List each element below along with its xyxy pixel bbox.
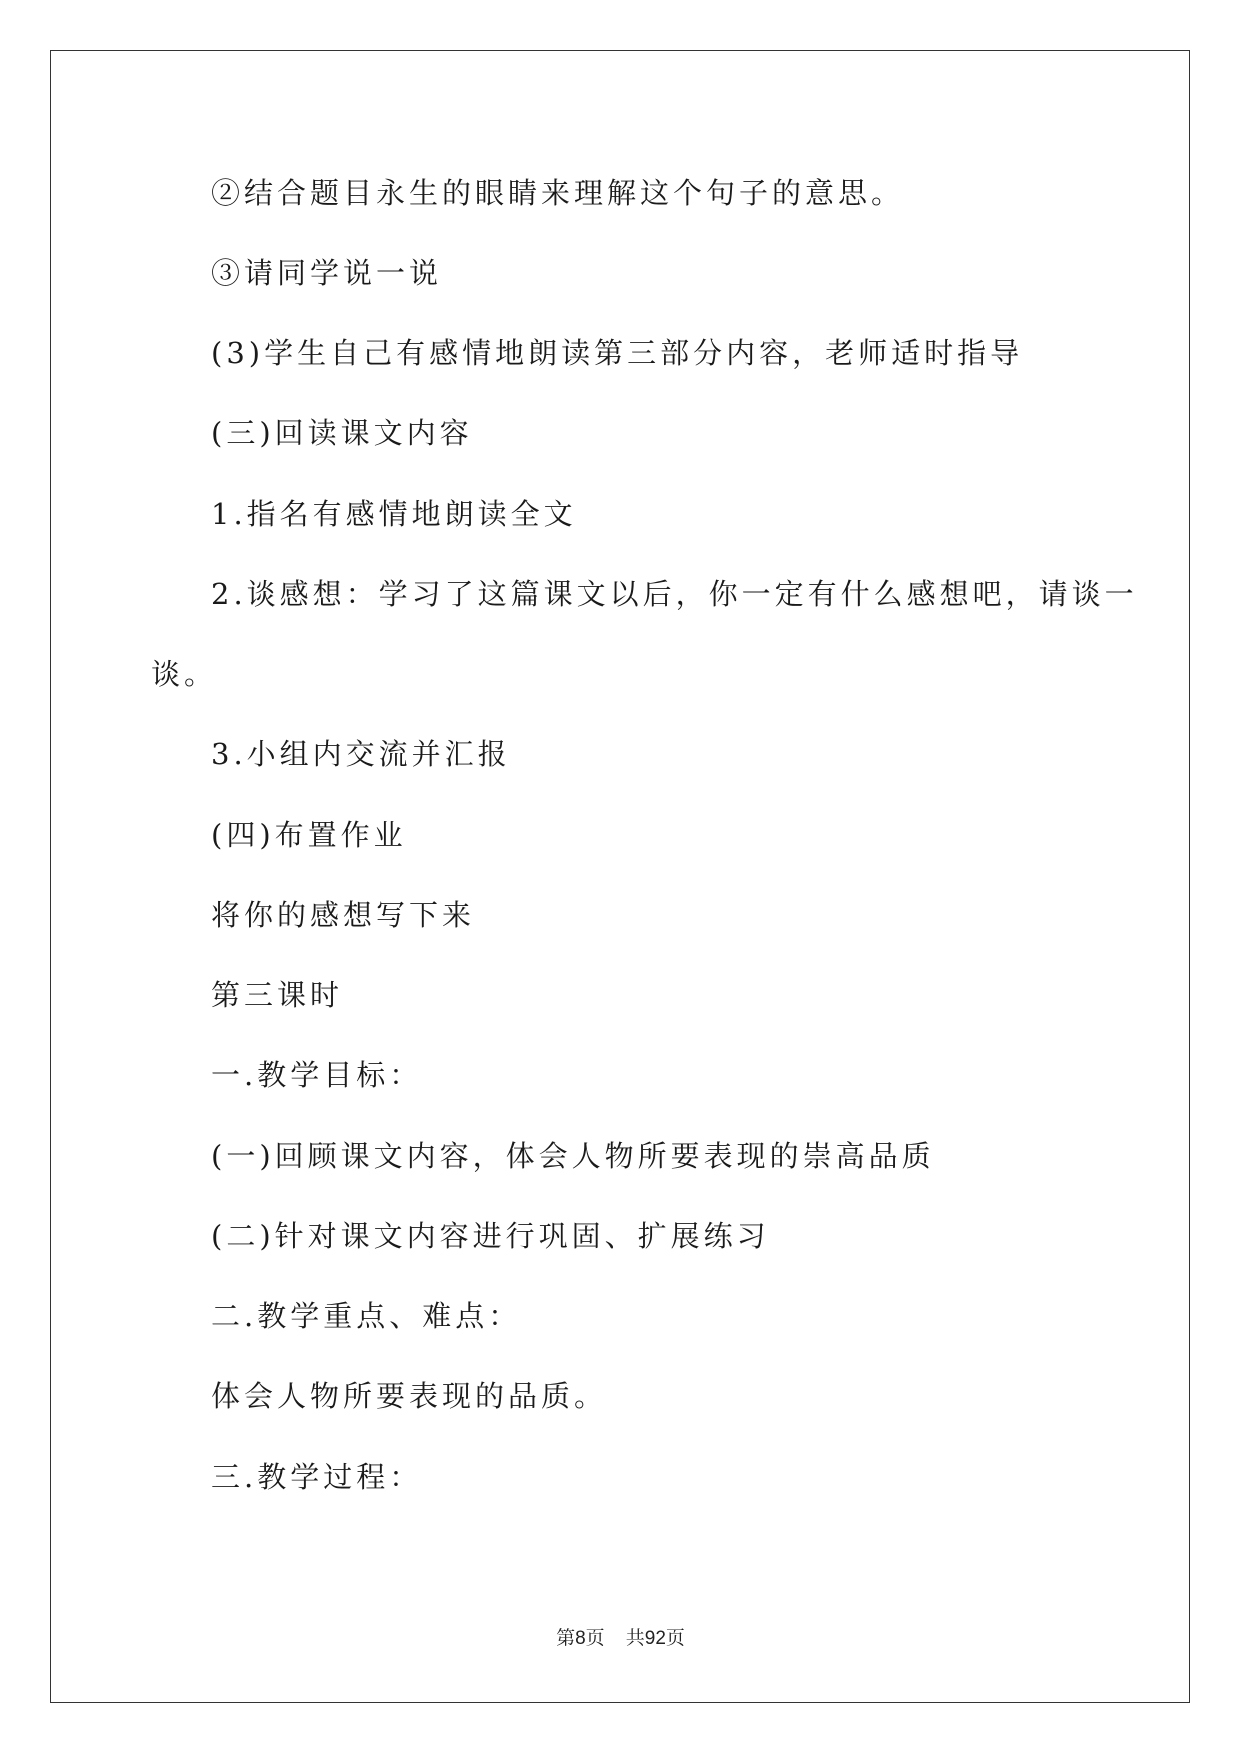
page-number-label: 第8页 共92页	[556, 1628, 685, 1649]
section-heading: (四)布置作业	[211, 818, 407, 852]
paragraph-line: (二)针对课文内容进行巩固、扩展练习	[211, 1219, 770, 1253]
section-heading: 二.教学重点、难点：	[211, 1299, 522, 1333]
paragraph-line: (一)回顾课文内容，体会人物所要表现的崇高品质	[211, 1139, 935, 1173]
paragraph-line: ②结合题目永生的眼睛来理解这个句子的意思。	[211, 176, 905, 210]
page-border	[50, 50, 1190, 1703]
paragraph-line: ③请同学说一说	[211, 256, 443, 290]
paragraph-line: (3)学生自己有感情地朗读第三部分内容，老师适时指导	[211, 336, 1024, 370]
section-heading: 三.教学过程：	[211, 1460, 423, 1494]
paragraph-line: 体会人物所要表现的品质。	[211, 1379, 608, 1413]
paragraph-line: 1.指名有感情地朗读全文	[211, 497, 577, 531]
section-heading: (三)回读课文内容	[211, 416, 473, 450]
section-heading: 一.教学目标：	[211, 1058, 423, 1092]
paragraph-line: 2.谈感想：学习了这篇课文以后，你一定有什么感想吧，请谈一	[211, 577, 1138, 611]
lesson-heading: 第三课时	[211, 978, 344, 1012]
paragraph-line: 3.小组内交流并汇报	[211, 737, 511, 771]
paragraph-line-continuation: 谈。	[151, 657, 218, 691]
paragraph-line: 将你的感想写下来	[211, 898, 476, 932]
page-footer	[0, 1627, 1241, 1651]
